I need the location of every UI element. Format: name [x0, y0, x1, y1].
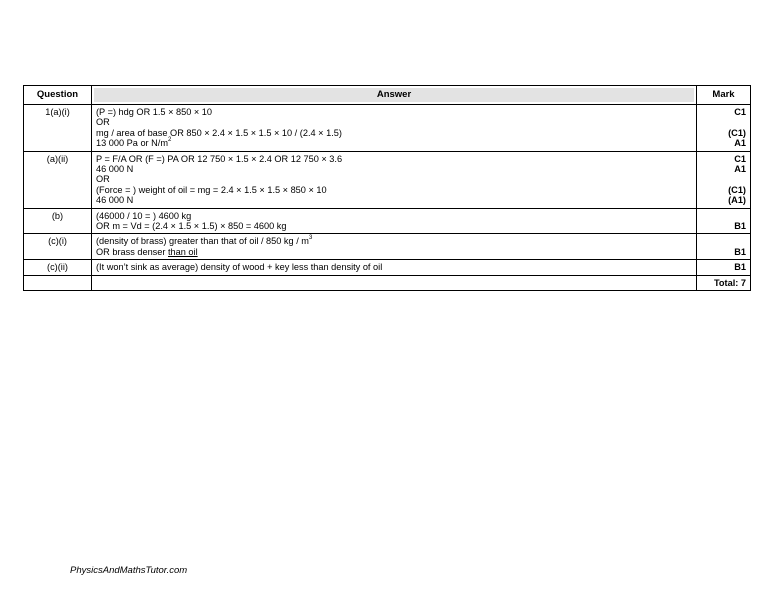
table-row	[24, 234, 751, 260]
question-cell: (c)(i)	[24, 234, 92, 260]
table-row	[24, 208, 751, 234]
mark-value: A1	[734, 164, 746, 175]
answer-line-text: 13 000 Pa or N/m	[96, 138, 169, 149]
question-cell: (c)(ii)	[24, 260, 92, 275]
mark-value: B1	[734, 262, 746, 273]
answer-line-with-unit	[96, 236, 692, 246]
answer-cell	[92, 234, 697, 260]
answer-line: 46 000 N	[96, 164, 134, 175]
mark-value: C1	[734, 107, 746, 117]
mark-column-header: Mark	[697, 86, 751, 105]
table-row	[24, 105, 751, 152]
mark-cell	[697, 105, 751, 152]
question-cell: (b)	[24, 208, 92, 234]
answer-line-with-unit	[96, 138, 692, 148]
mark-spacer	[701, 211, 746, 221]
footer-source: PhysicsAndMathsTutor.com	[70, 565, 188, 576]
mark-value: C1	[734, 153, 746, 164]
underlined-text: than oil	[168, 246, 198, 257]
answer-line: mg / area of base OR 850 × 2.4 × 1.5 × 1.5 × 10 / (2.4 × 1.5)	[96, 127, 342, 138]
empty-cell	[92, 275, 697, 290]
header-row	[24, 86, 751, 105]
question-cell: (a)(ii)	[24, 151, 92, 208]
mark-value: (C1)	[728, 184, 746, 195]
mark-spacer	[701, 174, 746, 184]
answer-line: 46 000 N	[96, 195, 134, 206]
mark-cell	[697, 260, 751, 275]
mark-value: A1	[734, 138, 746, 149]
unit-superscript: 2	[168, 137, 172, 144]
total-row	[24, 275, 751, 290]
answer-cell	[92, 105, 697, 152]
table-row	[24, 260, 751, 275]
empty-cell	[24, 275, 92, 290]
answer-line: OR m = Vd = (2.4 × 1.5 × 1.5) × 850 = 4600 kg	[96, 221, 287, 232]
answer-line: OR	[96, 117, 110, 128]
mark-spacer	[701, 117, 746, 127]
answer-header-label: Answer	[94, 88, 694, 102]
answer-line: OR	[96, 174, 110, 185]
answer-line-text: OR brass denser	[96, 246, 168, 257]
mark-cell	[697, 208, 751, 234]
mark-cell	[697, 151, 751, 208]
question-column-header: Question	[24, 86, 92, 105]
answer-cell	[92, 260, 697, 275]
answer-line-text: (density of brass) greater than that of oil / 850 kg / m	[96, 236, 309, 247]
answer-line: (It won’t sink as average) density of wood + key less than density of oil	[96, 262, 383, 273]
mark-spacer	[701, 236, 746, 246]
answer-line: (P =) hdg OR 1.5 × 850 × 10	[96, 107, 213, 117]
answer-line: (46000 / 10 = ) 4600 kg	[96, 210, 192, 221]
mark-value: (C1)	[728, 127, 746, 138]
answer-column-header	[92, 86, 697, 105]
total-mark: Total: 7	[697, 275, 751, 290]
mark-cell	[697, 234, 751, 260]
table-row	[24, 151, 751, 208]
answer-cell	[92, 208, 697, 234]
answer-line	[96, 247, 692, 257]
answer-cell	[92, 151, 697, 208]
mark-value: B1	[734, 246, 746, 257]
mark-scheme-table	[23, 85, 751, 291]
mark-value: (A1)	[728, 195, 746, 206]
unit-superscript: 3	[308, 235, 313, 242]
question-cell: 1(a)(i)	[24, 105, 92, 152]
mark-value: B1	[734, 221, 746, 232]
answer-line: (Force = ) weight of oil = mg = 2.4 × 1.5 × 1.5 × 850 × 10	[96, 184, 327, 195]
answer-line: P = F/A OR (F =) PA OR 12 750 × 1.5 × 2.4 OR 12 750 × 3.6	[96, 153, 343, 164]
